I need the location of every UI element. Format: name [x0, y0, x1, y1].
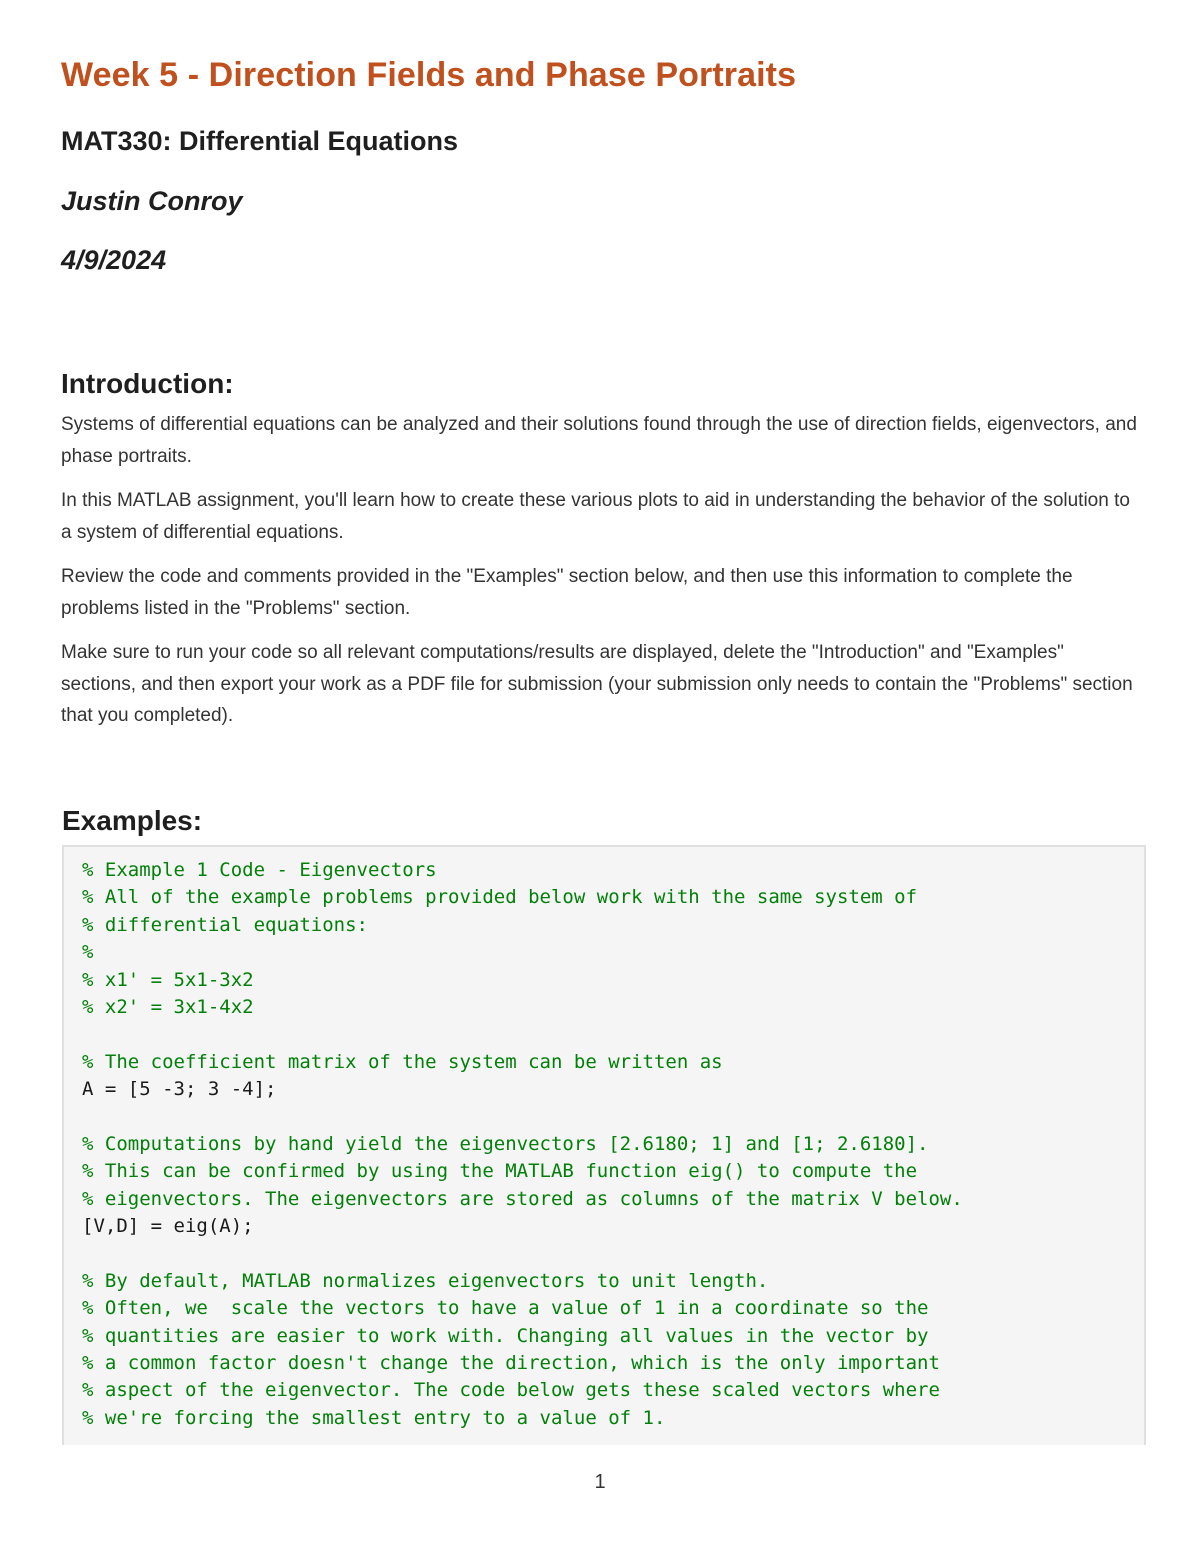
code-line: [V,D] = eig(A);	[82, 1215, 254, 1238]
author-name: Justin Conroy	[61, 186, 243, 216]
code-line	[82, 1104, 1144, 1131]
code-line	[82, 1240, 1144, 1267]
document-date: 4/9/2024	[61, 245, 167, 275]
code-line: % differential equations:	[82, 913, 368, 936]
course-name: MAT330: Differential Equations	[61, 126, 459, 156]
intro-paragraph: Systems of differential equations can be analyzed and their solutions found through the use of direction fields, eigenvectors, and phase portraits.	[61, 414, 1137, 467]
code-line: % a common factor doesn't change the direction, which is the only important	[82, 1352, 940, 1375]
code-line: A = [5 -3; 3 -4];	[82, 1078, 277, 1101]
page-number: 1	[594, 1471, 606, 1493]
code-line: % x1' = 5x1-3x2	[82, 968, 254, 991]
code-line: %	[82, 941, 94, 964]
introduction-heading: Introduction:	[61, 368, 234, 399]
code-line: % The coefficient matrix of the system can be written as	[82, 1050, 723, 1073]
code-line: % Computations by hand yield the eigenvectors [2.6180; 1] and [1; 2.6180].	[82, 1132, 929, 1155]
code-line: % All of the example problems provided below work with the same system of	[82, 886, 918, 909]
introduction-body	[61, 409, 1141, 745]
code-line: % x2' = 3x1-4x2	[82, 995, 254, 1018]
intro-paragraph: Review the code and comments provided in the "Examples" section below, and then use this information to complete the problems listed in the "Problems" section.	[61, 566, 1073, 619]
intro-paragraph: In this MATLAB assignment, you'll learn how to create these various plots to aid in understanding the behavior of the solution to a system of differential equations.	[61, 490, 1130, 543]
intro-paragraph: Make sure to run your code so all relevant computations/results are displayed, delete the "Introduction" and "Examples" sections, and then export your work as a PDF file for submission (your submission only needs to contain the "Problems" section that you completed).	[61, 642, 1133, 726]
code-line	[82, 1021, 1144, 1048]
code-line: % eigenvectors. The eigenvectors are stored as columns of the matrix V below.	[82, 1187, 963, 1210]
code-line: % This can be confirmed by using the MATLAB function eig() to compute the	[82, 1160, 918, 1183]
code-line: % By default, MATLAB normalizes eigenvectors to unit length.	[82, 1269, 769, 1292]
code-line: % we're forcing the smallest entry to a value of 1.	[82, 1406, 666, 1429]
code-line: % Example 1 Code - Eigenvectors	[82, 859, 437, 881]
code-line: % Often, we scale the vectors to have a value of 1 in a coordinate so the	[82, 1297, 929, 1320]
examples-heading: Examples:	[62, 805, 203, 836]
page-title: Week 5 - Direction Fields and Phase Portraits	[61, 56, 797, 94]
code-line: % quantities are easier to work with. Changing all values in the vector by	[82, 1324, 929, 1347]
code-line: % aspect of the eigenvector. The code below gets these scaled vectors where	[82, 1379, 940, 1402]
code-block	[62, 845, 1146, 1445]
